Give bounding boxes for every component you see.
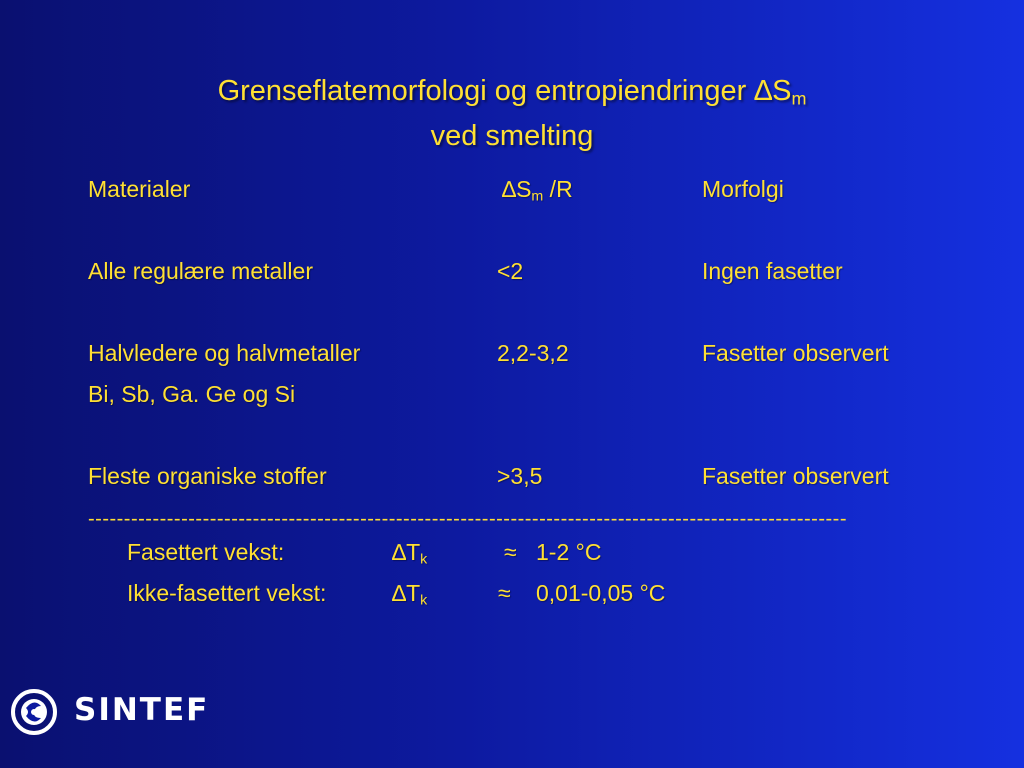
- row-morphology: Fasetter observert: [702, 463, 889, 489]
- summary-symbol: [392, 539, 427, 568]
- table-row: [0, 381, 1024, 411]
- divider-line: ----------------------------------------------------------------------------------------------------------: [88, 508, 847, 530]
- sintef-logo: [8, 688, 248, 736]
- approx-symbol: ≈: [498, 580, 511, 606]
- row-material: Halvledere og halvmetaller: [88, 340, 361, 366]
- delta-symbol: ∆: [502, 176, 517, 202]
- summary-value: 1-2 °C: [536, 539, 602, 565]
- header-entropy: [502, 176, 573, 205]
- row-morphology: Ingen fasetter: [702, 258, 843, 284]
- title-text: Grenseflatemorfologi og entropiendringer: [217, 75, 755, 107]
- table-header: [0, 176, 1024, 206]
- slide-title: [0, 72, 1024, 155]
- row-value: >3,5: [497, 463, 543, 489]
- delta-symbol: ∆: [392, 580, 407, 606]
- summary-symbol: [392, 580, 427, 609]
- header-materials: Materialer: [88, 176, 191, 202]
- header-ratio: /R: [543, 176, 573, 202]
- header-s: S: [516, 176, 532, 202]
- table-row: [0, 463, 1024, 493]
- summary-row: [0, 580, 1024, 610]
- row-material: Bi, Sb, Ga. Ge og Si: [88, 381, 296, 407]
- summary-row: [0, 539, 1024, 569]
- header-morphology: Morfolgi: [702, 176, 784, 202]
- title-subscript: m: [791, 88, 807, 109]
- summary-t: T: [406, 580, 421, 606]
- summary-subscript: k: [420, 592, 428, 609]
- delta-symbol: ∆: [392, 539, 407, 565]
- summary-t: T: [406, 539, 421, 565]
- title-s: S: [772, 75, 792, 107]
- row-material: Fleste organiske stoffer: [88, 463, 327, 489]
- sintef-logo-text: SINTEF: [74, 692, 210, 728]
- header-subscript: m: [531, 188, 544, 205]
- summary-label: Fasettert vekst:: [127, 539, 285, 565]
- row-material: Alle regulære metaller: [88, 258, 313, 284]
- summary-subscript: k: [420, 551, 428, 568]
- delta-symbol: ∆: [754, 75, 773, 107]
- summary-label: Ikke-fasettert vekst:: [127, 580, 327, 606]
- table-row: [0, 340, 1024, 370]
- summary-value: 0,01-0,05 °C: [536, 580, 666, 606]
- row-morphology: Fasetter observert: [702, 340, 889, 366]
- approx-symbol: ≈: [504, 539, 517, 565]
- title-line-2: ved smelting: [430, 120, 594, 153]
- table-row: [0, 258, 1024, 288]
- row-value: <2: [497, 258, 524, 284]
- sintef-logo-icon: [8, 688, 60, 736]
- title-line-1: [0, 72, 1024, 117]
- row-value: 2,2-3,2: [497, 340, 569, 366]
